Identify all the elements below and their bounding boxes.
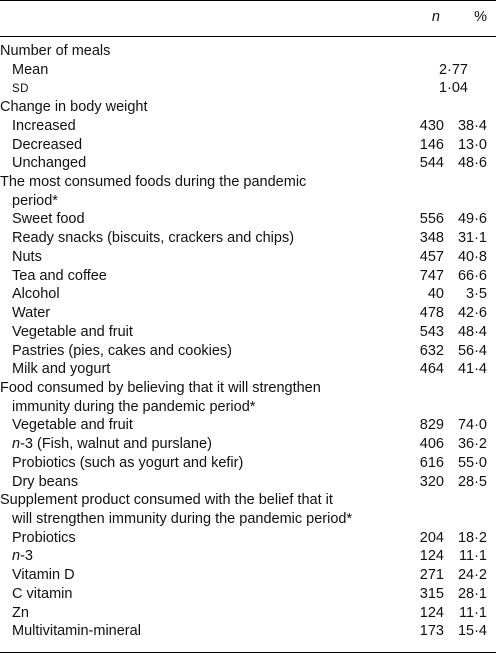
percent-cell: 38·4 bbox=[457, 117, 487, 134]
row-label: Tea and coffee bbox=[12, 267, 107, 284]
section-heading bbox=[0, 42, 496, 61]
table-row bbox=[0, 454, 496, 473]
row-label: C vitamin bbox=[12, 585, 73, 602]
row-label: n-3 (Fish, walnut and purslane) bbox=[12, 436, 212, 453]
row-label: Unchanged bbox=[12, 155, 87, 172]
table-row bbox=[0, 416, 496, 435]
table-row bbox=[0, 473, 496, 492]
row-label: Alcohol bbox=[12, 286, 60, 303]
row-label: Vegetable and fruit bbox=[12, 417, 133, 434]
table-body bbox=[0, 42, 496, 641]
row-label: n-3 bbox=[12, 548, 33, 565]
row-label: Water bbox=[12, 305, 51, 322]
table-row bbox=[0, 285, 496, 304]
bottom-rule bbox=[0, 652, 496, 653]
section-title: Change in body weight bbox=[0, 99, 148, 116]
row-label: Sweet food bbox=[12, 211, 85, 228]
table-row bbox=[0, 566, 496, 585]
row-label: Multivitamin-mineral bbox=[12, 623, 141, 640]
percent-cell: 74·0 bbox=[457, 417, 487, 434]
section-title-continued: immunity during the pandemic period* bbox=[12, 398, 256, 415]
row-label: Zn bbox=[12, 604, 29, 621]
percent-cell: 41·4 bbox=[457, 361, 487, 378]
row-label: Vitamin D bbox=[12, 567, 75, 584]
count-cell: 829 bbox=[419, 417, 444, 434]
row-label bbox=[12, 79, 29, 99]
count-cell: 124 bbox=[419, 548, 444, 565]
count-cell: 543 bbox=[419, 323, 444, 340]
italic-symbol: n bbox=[12, 548, 21, 565]
section-title-continued: will strengthen immunity during the pandemic period* bbox=[12, 510, 353, 527]
count-cell: 616 bbox=[419, 454, 444, 471]
italic-symbol: n bbox=[12, 436, 21, 453]
percent-cell: 11·1 bbox=[459, 604, 487, 621]
count-cell: 406 bbox=[419, 436, 444, 453]
count-cell: 315 bbox=[419, 585, 444, 602]
header-percent: % bbox=[474, 9, 487, 25]
percent-cell: 18·2 bbox=[457, 529, 487, 546]
percent-cell: 49·6 bbox=[457, 211, 487, 228]
table-row bbox=[0, 547, 496, 566]
percent-cell: 3·5 bbox=[466, 286, 487, 303]
count-cell: 632 bbox=[419, 342, 444, 359]
table-row bbox=[0, 323, 496, 342]
percent-cell: 28·5 bbox=[457, 473, 487, 490]
row-label: Pastries (pies, cakes and cookies) bbox=[12, 342, 233, 359]
table-row bbox=[0, 342, 496, 361]
header-n: n bbox=[431, 9, 440, 25]
section-heading bbox=[0, 173, 496, 192]
stat-value: 1·04 bbox=[438, 80, 468, 97]
percent-cell: 24·2 bbox=[457, 567, 487, 584]
top-rule bbox=[0, 0, 496, 1]
section-title-continued: period* bbox=[12, 192, 58, 209]
row-label: Decreased bbox=[12, 136, 83, 153]
header-rule bbox=[0, 36, 496, 37]
table-row bbox=[0, 622, 496, 641]
count-cell: 478 bbox=[419, 305, 444, 322]
percent-cell: 36·2 bbox=[457, 436, 487, 453]
section-heading bbox=[0, 98, 496, 117]
table-row bbox=[0, 79, 496, 98]
percent-cell: 11·1 bbox=[459, 548, 487, 565]
percent-cell: 31·1 bbox=[457, 230, 487, 247]
section-heading-continued bbox=[0, 192, 496, 211]
percent-cell: 48·6 bbox=[457, 155, 487, 172]
table-row bbox=[0, 61, 496, 80]
count-cell: 430 bbox=[419, 117, 444, 134]
table-row bbox=[0, 154, 496, 173]
percent-cell: 13·0 bbox=[457, 136, 487, 153]
table-row bbox=[0, 304, 496, 323]
row-label: Milk and yogurt bbox=[12, 361, 111, 378]
percent-cell: 28·1 bbox=[457, 585, 487, 602]
table-row bbox=[0, 529, 496, 548]
count-cell: 320 bbox=[419, 473, 444, 490]
percent-cell: 56·4 bbox=[457, 342, 487, 359]
percent-cell: 55·0 bbox=[457, 454, 487, 471]
count-cell: 348 bbox=[419, 230, 444, 247]
section-title: Number of meals bbox=[0, 43, 111, 59]
row-label: Nuts bbox=[12, 248, 42, 265]
count-cell: 204 bbox=[419, 529, 444, 546]
table-row bbox=[0, 136, 496, 155]
count-cell: 457 bbox=[419, 248, 444, 265]
count-cell: 464 bbox=[419, 361, 444, 378]
percent-cell: 66·6 bbox=[457, 267, 487, 284]
section-title: Food consumed by believing that it will strengthen bbox=[0, 379, 321, 396]
percent-cell: 15·4 bbox=[457, 623, 487, 640]
table-row bbox=[0, 117, 496, 136]
percent-cell: 48·4 bbox=[457, 323, 487, 340]
row-label: Increased bbox=[12, 117, 76, 134]
row-label: Probiotics bbox=[12, 529, 76, 546]
table-row bbox=[0, 267, 496, 286]
percent-cell: 42·6 bbox=[457, 305, 487, 322]
table-row bbox=[0, 360, 496, 379]
stat-value: 2·77 bbox=[438, 61, 468, 78]
sd-label: SD bbox=[12, 83, 29, 96]
count-cell: 747 bbox=[419, 267, 444, 284]
row-label: Probiotics (such as yogurt and kefir) bbox=[12, 454, 244, 471]
percent-cell: 40·8 bbox=[457, 248, 487, 265]
row-label: Mean bbox=[12, 61, 49, 78]
table-row bbox=[0, 229, 496, 248]
section-heading bbox=[0, 491, 496, 510]
count-cell: 40 bbox=[427, 286, 444, 303]
count-cell: 544 bbox=[419, 155, 444, 172]
table-row bbox=[0, 585, 496, 604]
row-label: Ready snacks (biscuits, crackers and chips) bbox=[12, 230, 295, 247]
row-label: Dry beans bbox=[12, 473, 79, 490]
count-cell: 173 bbox=[419, 623, 444, 640]
section-heading bbox=[0, 379, 496, 398]
table-row bbox=[0, 604, 496, 623]
section-title: The most consumed foods during the pandemic bbox=[0, 174, 307, 191]
table-row bbox=[0, 435, 496, 454]
count-cell: 271 bbox=[419, 567, 444, 584]
table-row bbox=[0, 210, 496, 229]
row-label: Vegetable and fruit bbox=[12, 323, 133, 340]
section-heading-continued bbox=[0, 398, 496, 417]
count-cell: 556 bbox=[419, 211, 444, 228]
table-row bbox=[0, 248, 496, 267]
count-cell: 124 bbox=[419, 604, 444, 621]
section-heading-continued bbox=[0, 510, 496, 529]
section-title: Supplement product consumed with the belief that it bbox=[0, 492, 333, 509]
count-cell: 146 bbox=[419, 136, 444, 153]
